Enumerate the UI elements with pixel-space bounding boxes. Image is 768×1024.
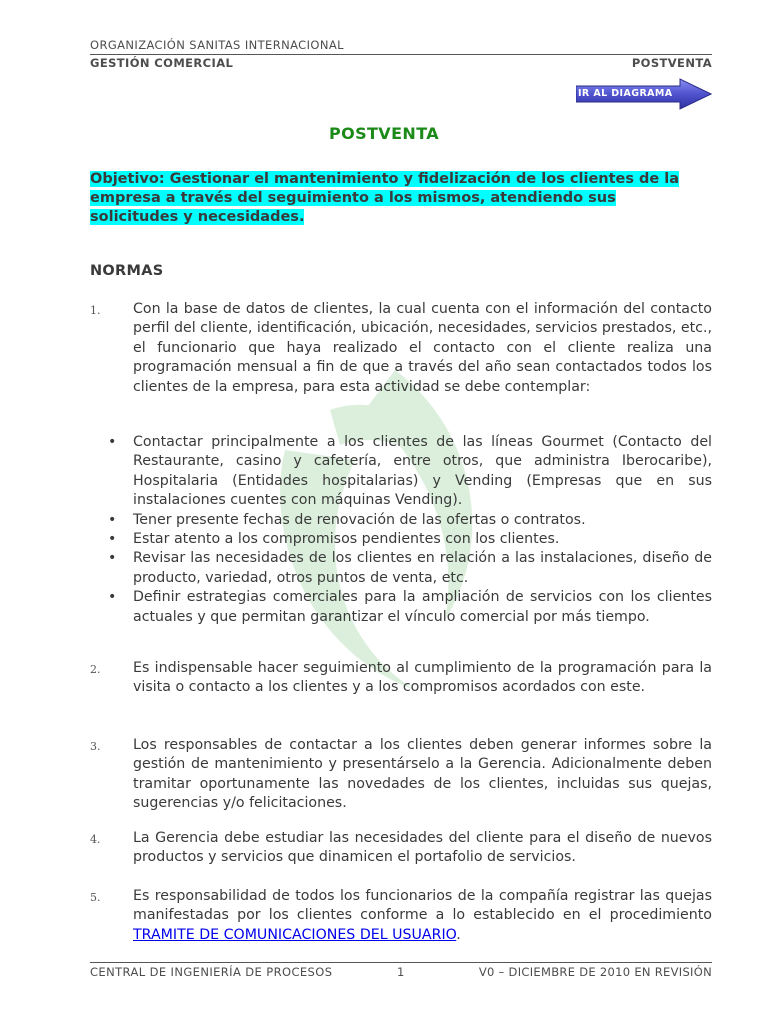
page-number: 1 bbox=[397, 965, 405, 979]
header-process: POSTVENTA bbox=[631, 56, 712, 70]
page-title: POSTVENTA bbox=[328, 124, 440, 143]
bullet-dot-icon: • bbox=[108, 511, 117, 528]
bullet-item bbox=[108, 549, 712, 588]
bullet-dot-icon: • bbox=[108, 589, 117, 606]
bullet-item bbox=[108, 433, 712, 511]
header-department: GESTIÓN COMERCIAL bbox=[90, 56, 234, 70]
objective-text: Objetivo: Gestionar el mantenimiento y fidelización de los clientes de la empresa a través del seguimiento a los mismos, atendiendo sus solicitudes y necesidades. bbox=[90, 171, 680, 225]
bullet-item bbox=[108, 588, 712, 627]
header-organization: ORGANIZACIÓN SANITAS INTERNACIONAL bbox=[90, 38, 344, 52]
objective-block bbox=[90, 170, 702, 227]
bullet-dot-icon: • bbox=[108, 531, 117, 548]
norm-text bbox=[133, 887, 712, 945]
header-divider bbox=[90, 54, 712, 55]
norm-number: 2. bbox=[90, 663, 101, 676]
footer-divider bbox=[90, 962, 712, 963]
norm-text-after: . bbox=[456, 926, 461, 943]
bullet-text: Revisar las necesidades de los clientes en relación a las instalaciones, diseño de producto, variedad, otros puntos de venta, etc. bbox=[133, 550, 712, 586]
bullet-list bbox=[108, 433, 712, 627]
bullet-text: Contactar principalmente a los clientes de las líneas Gourmet (Contacto del Restaurante, casino y cafetería, entre otros, que administra Iberocaribe), Hospitalaria (Entidades hospitalarias) y Vending (Empresas que en sus instalaciones cuentes con máquinas Vending). bbox=[133, 434, 712, 509]
norm-text: Los responsables de contactar a los clientes deben generar informes sobre la gestión de mantenimiento y presentárselo a la Gerencia. Adicionalmente deben tramitar oportunamente las novedades de los clientes, incluidas sus quejas, sugerencias y/o felicitaciones. bbox=[133, 737, 712, 812]
footer-department: CENTRAL DE INGENIERÍA DE PROCESOS bbox=[90, 965, 333, 979]
tramite-comunicaciones-link[interactable]: TRAMITE DE COMUNICACIONES DEL USUARIO bbox=[133, 926, 457, 943]
section-heading-normas: NORMAS bbox=[90, 263, 164, 279]
bullet-item bbox=[108, 530, 712, 549]
bullet-text: Estar atento a los compromisos pendientes con los clientes. bbox=[133, 531, 560, 548]
footer-version: V0 – DICIEMBRE DE 2010 EN REVISIÓN bbox=[478, 965, 712, 979]
bullet-text: Tener presente fechas de renovación de las ofertas o contratos. bbox=[133, 511, 586, 528]
norm-number: 4. bbox=[90, 833, 101, 846]
norm-text: La Gerencia debe estudiar las necesidades del cliente para el diseño de nuevos productos y servicios que dinamicen el portafolio de servicios. bbox=[133, 830, 712, 866]
norm-number: 1. bbox=[90, 304, 101, 317]
bullet-item bbox=[108, 511, 712, 530]
norm-number: 5. bbox=[90, 891, 101, 904]
bullet-text: Definir estrategias comerciales para la ampliación de servicios con los clientes actuales y que permitan garantizar el vínculo comercial por más tiempo. bbox=[133, 589, 712, 625]
norm-text: Es indispensable hacer seguimiento al cumplimiento de la programación para la visita o contacto a los clientes y a los compromisos acordados con este. bbox=[133, 660, 712, 696]
norm-number: 3. bbox=[90, 740, 101, 753]
bullet-dot-icon: • bbox=[108, 550, 117, 567]
bullet-dot-icon: • bbox=[108, 434, 117, 450]
go-to-diagram-label: IR AL DIAGRAMA bbox=[578, 88, 673, 99]
norm-text: Con la base de datos de clientes, la cual cuenta con el información del contacto perfil del cliente, identificación, ubicación, necesidades, servicios prestados, etc., el funcionario que haya realizado el contacto con el cliente realiza una programación mensual a fin de que a través del año sean contactados todos los clientes de la empresa, para esta actividad se debe contemplar: bbox=[133, 301, 712, 395]
go-to-diagram-button[interactable] bbox=[576, 78, 712, 110]
norm-text-before: Es responsabilidad de todos los funcionarios de la compañía registrar las quejas manifestadas por los clientes conforme a lo establecido en el procedimiento bbox=[133, 888, 712, 924]
